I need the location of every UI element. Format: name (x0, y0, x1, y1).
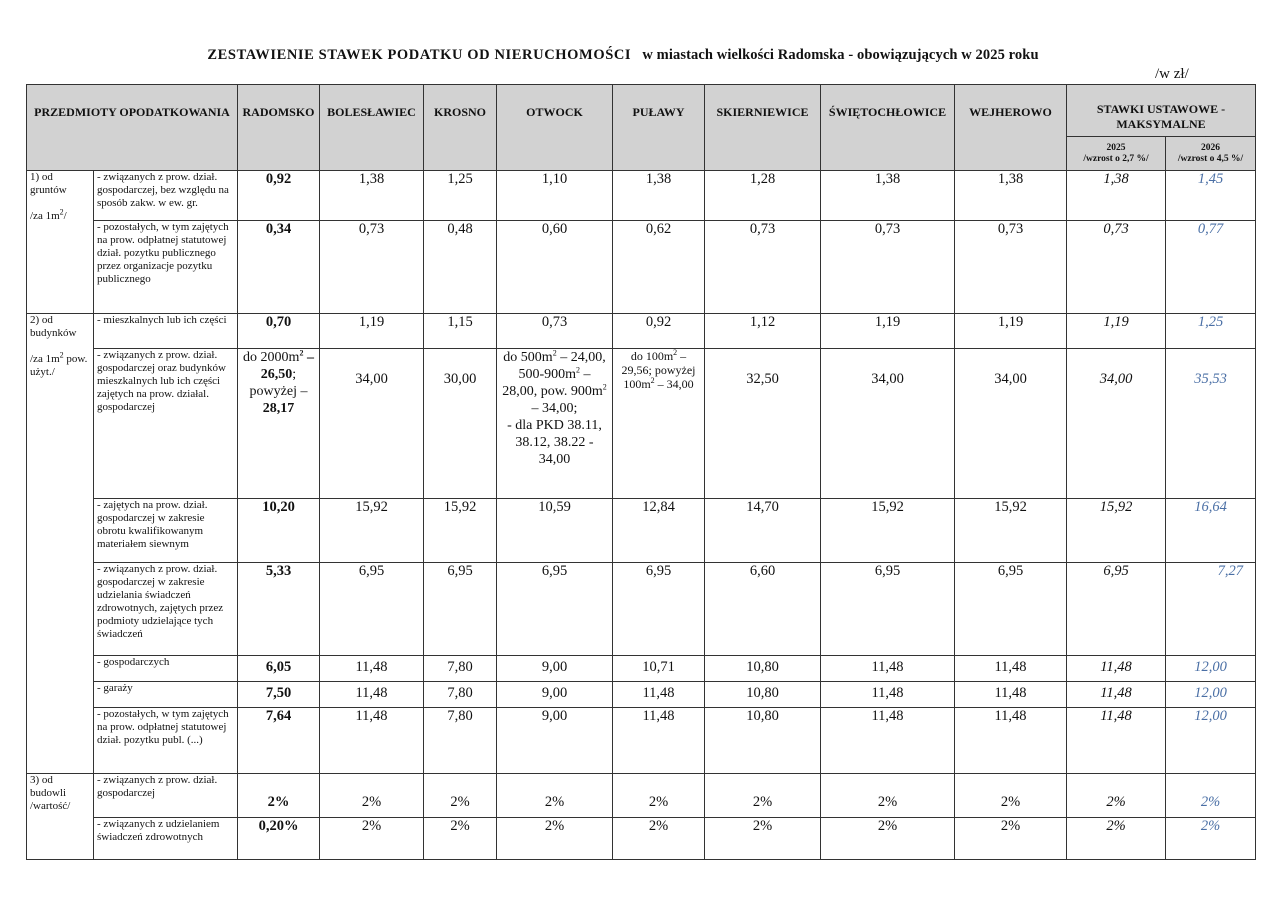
value-radomsko: 0,20% (238, 818, 320, 860)
row-description: - związanych z udzielaniem świadczeń zdrowotnych (94, 818, 238, 860)
category-label: 1) od gruntów (30, 171, 67, 196)
max-2025: 2% (1067, 818, 1166, 860)
value-cell: 2% (955, 818, 1067, 860)
value-cell: 10,59 (497, 499, 613, 563)
value-cell: 11,48 (821, 682, 955, 708)
table-row (27, 656, 1256, 682)
value-cell: 14,70 (705, 499, 821, 563)
max-2025: 11,48 (1067, 656, 1166, 682)
value-cell: 2% (320, 818, 424, 860)
value-radomsko: 0,92 (238, 171, 320, 221)
max-2025: 1,19 (1067, 314, 1166, 349)
value-cell: 1,38 (821, 171, 955, 221)
header-2025 (1067, 137, 1166, 171)
header-subject: PRZEDMIOTY OPODATKOWANIA (27, 85, 238, 171)
value-cell: 2% (320, 774, 424, 818)
value-otwock: do $500m^2 - 24,00$, $500-900m^2 - 28,00$, pow. $900m^2 - 34,00$; - dla PKD 38.11, 38.12, 38.22 - 34,00 (497, 349, 613, 499)
max-2025: 0,73 (1067, 221, 1166, 314)
category-unit: /za 1m (30, 353, 60, 365)
value-cell: 1,25 (424, 171, 497, 221)
max-2025: 11,48 (1067, 708, 1166, 774)
unit-note: /w zł/ (1155, 66, 1189, 82)
value-cell: 1,38 (955, 171, 1067, 221)
table-row (27, 171, 1256, 221)
value-radomsko: 2% (238, 774, 320, 818)
max-2026: 16,64 (1166, 499, 1256, 563)
value-cell: 30,00 (424, 349, 497, 499)
value-cell: 11,48 (955, 708, 1067, 774)
row-description: - związanych z prow. dział. gospodarczej w zakresie udzielania świadczeń zdrowotnych, zajętych przez podmioty udzielające tych świadczeń (94, 563, 238, 656)
header-max-rates: STAWKI USTAWOWE - MAKSYMALNE (1067, 85, 1256, 137)
row-description: - mieszkalnych lub ich części (94, 314, 238, 349)
table-row (27, 499, 1256, 563)
row-description: - związanych z prow. dział. gospodarczej oraz budynków mieszkalnych lub ich części zajętych na prow. działal. gospodarczej (94, 349, 238, 499)
header-city: BOLESŁAWIEC (320, 85, 424, 171)
category-land: 1) od gruntów /za $1m^2/$ (27, 171, 94, 314)
value-cell: 2% (424, 774, 497, 818)
value-cell: 15,92 (955, 499, 1067, 563)
value-cell: 6,95 (424, 563, 497, 656)
value-cell: 2% (613, 774, 705, 818)
value-cell: 2% (955, 774, 1067, 818)
table-row (27, 708, 1256, 774)
row-description: - pozostałych, w tym zajętych na prow. odpłatnej statutowej dział. pozytku publ. (...) (94, 708, 238, 774)
value-cell: 7,80 (424, 656, 497, 682)
row-description: - związanych z prow. dział. gospodarczej (94, 774, 238, 818)
value-radomsko: 0,70 (238, 314, 320, 349)
value-cell: 1,19 (955, 314, 1067, 349)
title-sub: w miastach wielkości Radomska - obowiązujących w 2025 roku (642, 47, 1039, 63)
value-cell: 6,95 (320, 563, 424, 656)
table-row (27, 349, 1256, 499)
header-city: PUŁAWY (613, 85, 705, 171)
title-main: ZESTAWIENIE STAWEK PODATKU OD NIERUCHOMOŚCI (207, 47, 632, 63)
value-cell: 0,62 (613, 221, 705, 314)
value-cell: 2% (821, 818, 955, 860)
value-radomsko: 10,20 (238, 499, 320, 563)
value-cell: 7,80 (424, 708, 497, 774)
value-cell: 9,00 (497, 708, 613, 774)
max-2025: 34,00 (1067, 349, 1166, 499)
max-2026: 7,27 (1166, 563, 1256, 656)
header-2025-note: /wzrost o 2,7 %/ (1083, 153, 1149, 164)
value-cell: 34,00 (821, 349, 955, 499)
header-2026 (1166, 137, 1256, 171)
header-2025-year: 2025 (1106, 142, 1126, 153)
header-city: OTWOCK (497, 85, 613, 171)
value-cell: 0,73 (821, 221, 955, 314)
header-2026-note: /wzrost o 4,5 %/ (1177, 153, 1244, 164)
value-cell: 1,12 (705, 314, 821, 349)
value-cell: 6,95 (613, 563, 705, 656)
value-cell: 11,48 (613, 708, 705, 774)
max-2025: 6,95 (1067, 563, 1166, 656)
value-radomsko: 7,50 (238, 682, 320, 708)
row-description: - związanych z prow. dział. gospodarczej, bez względu na sposób zakw. w ew. gr. (94, 171, 238, 221)
max-2026: 1,25 (1166, 314, 1256, 349)
value-cell: 11,48 (821, 708, 955, 774)
value-cell: 6,60 (705, 563, 821, 656)
value-cell: 9,00 (497, 682, 613, 708)
value-cell: 11,48 (955, 656, 1067, 682)
max-2026: 2% (1166, 774, 1256, 818)
value-cell: 2% (705, 818, 821, 860)
value-cell: 11,48 (320, 708, 424, 774)
value-cell: 11,48 (821, 656, 955, 682)
value-cell: 1,28 (705, 171, 821, 221)
value-cell: 6,95 (955, 563, 1067, 656)
value-cell: 0,73 (705, 221, 821, 314)
header-city: KROSNO (424, 85, 497, 171)
value-cell: 1,19 (320, 314, 424, 349)
max-2026: 12,00 (1166, 656, 1256, 682)
value-cell: 0,92 (613, 314, 705, 349)
value-cell: 2% (705, 774, 821, 818)
value-cell: 11,48 (320, 656, 424, 682)
value-cell: 6,95 (497, 563, 613, 656)
max-2026: 0,77 (1166, 221, 1256, 314)
category-structures: 3) od budowli /wartość/ (27, 774, 94, 860)
value-cell: 2% (497, 774, 613, 818)
value-cell: 34,00 (320, 349, 424, 499)
header-city: WEJHEROWO (955, 85, 1067, 171)
value-radomsko: 6,05 (238, 656, 320, 682)
value-cell: 1,15 (424, 314, 497, 349)
header-city: SKIERNIEWICE (705, 85, 821, 171)
max-2026: 12,00 (1166, 682, 1256, 708)
row-description: - zajętych na prow. dział. gospodarczej w zakresie obrotu kwalifikowanym materiałem siewnym (94, 499, 238, 563)
value-cell: 10,80 (705, 682, 821, 708)
value-cell: 9,00 (497, 656, 613, 682)
value-cell: 0,60 (497, 221, 613, 314)
category-unit: /za 1m (30, 210, 60, 222)
value-cell: 15,92 (320, 499, 424, 563)
value-cell: 1,19 (821, 314, 955, 349)
value-cell: 15,92 (424, 499, 497, 563)
header-city: RADOMSKO (238, 85, 320, 171)
max-2026: 12,00 (1166, 708, 1256, 774)
max-2025: 15,92 (1067, 499, 1166, 563)
max-2025: 1,38 (1067, 171, 1166, 221)
table-row (27, 774, 1256, 818)
max-2025: 11,48 (1067, 682, 1166, 708)
value-cell: 10,80 (705, 656, 821, 682)
max-2025: 2% (1067, 774, 1166, 818)
value-cell: 11,48 (320, 682, 424, 708)
value-cell: 10,71 (613, 656, 705, 682)
page-title (0, 47, 1246, 64)
value-cell: 2% (613, 818, 705, 860)
table-row (27, 314, 1256, 349)
category-label: 2) od budynków (30, 314, 77, 339)
value-radomsko: 0,34 (238, 221, 320, 314)
value-cell: 1,38 (320, 171, 424, 221)
value-cell: 11,48 (955, 682, 1067, 708)
table-row (27, 818, 1256, 860)
value-cell: 1,38 (613, 171, 705, 221)
value-radomsko: 5,33 (238, 563, 320, 656)
max-2026: 1,45 (1166, 171, 1256, 221)
value-cell: 10,80 (705, 708, 821, 774)
value-cell: 32,50 (705, 349, 821, 499)
value-cell: 12,84 (613, 499, 705, 563)
header-2026-year: 2026 (1201, 142, 1220, 153)
value-cell: 0,48 (424, 221, 497, 314)
value-cell: 11,48 (613, 682, 705, 708)
value-cell: 34,00 (955, 349, 1067, 499)
value-radomsko: 7,64 (238, 708, 320, 774)
category-buildings: 2) od budynków /za $1m^2$ pow. użyt./ (27, 314, 94, 774)
value-cell: 2% (497, 818, 613, 860)
header-city: ŚWIĘTOCHŁOWICE (821, 85, 955, 171)
value-pulawy: do $100m^2 - 29,56$; powyżej $100m^2 - 34,00$ (613, 349, 705, 499)
value-cell: 6,95 (821, 563, 955, 656)
value-cell: 1,10 (497, 171, 613, 221)
value-cell: 2% (821, 774, 955, 818)
value-cell: 15,92 (821, 499, 955, 563)
tax-rates-table (26, 84, 1256, 860)
row-description: - gospodarczych (94, 656, 238, 682)
value-cell: 7,80 (424, 682, 497, 708)
max-2026: 2% (1166, 818, 1256, 860)
table-row (27, 563, 1256, 656)
max-2026: 35,53 (1166, 349, 1256, 499)
row-description: - pozostałych, w tym zajętych na prow. odpłatnej statutowej dział. pozytku publicznego przez organizacje pozytku publicznego (94, 221, 238, 314)
value-radomsko: do $2000m^2 - 26,50$; powyżej – 28,17 (238, 349, 320, 499)
table-row (27, 682, 1256, 708)
value-cell: 0,73 (955, 221, 1067, 314)
value-cell: 0,73 (497, 314, 613, 349)
value-cell: 2% (424, 818, 497, 860)
table-row (27, 221, 1256, 314)
row-description: - garaży (94, 682, 238, 708)
value-cell: 0,73 (320, 221, 424, 314)
